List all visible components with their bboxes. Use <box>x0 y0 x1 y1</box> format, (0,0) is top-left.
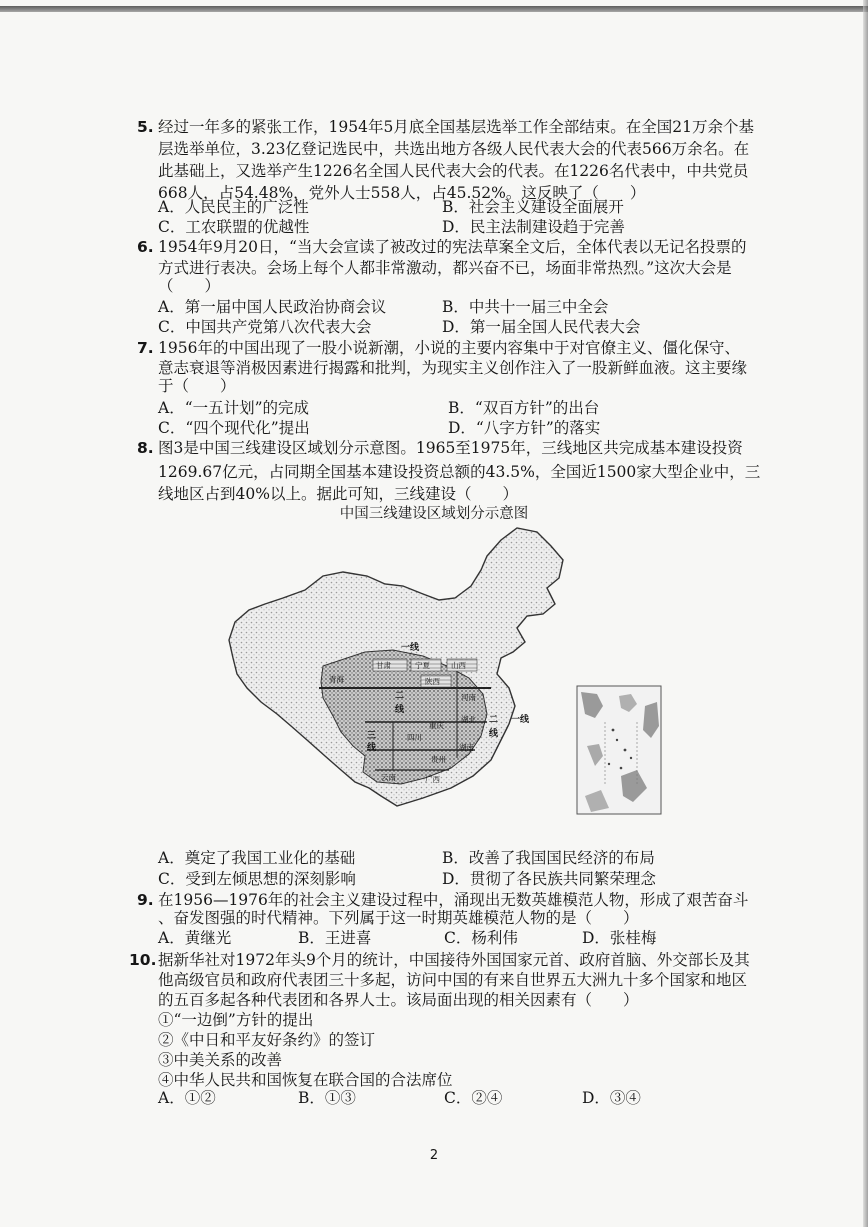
scan-edge-right <box>863 0 868 1227</box>
option-a: A．第一届中国人民政治协商会议 <box>158 298 387 316</box>
option-d: D．民主法制建设趋于完善 <box>442 218 625 236</box>
statement-item: ①“一边倒”方针的提出 <box>158 1011 314 1029</box>
map-label: 广西 <box>425 775 440 784</box>
map-label: 线 <box>395 705 405 715</box>
option-d: D．③④ <box>582 1089 641 1107</box>
option-d: D．贯彻了各民族共同繁荣理念 <box>442 870 656 888</box>
option-b: B．改善了我国国民经济的布局 <box>442 849 655 867</box>
question-text-line: 经过一年多的紧张工作，1954年5月底全国基层选举工作全部结束。在全国21万余个基 <box>158 118 755 136</box>
option-a: A．奠定了我国工业化的基础 <box>158 849 356 867</box>
question-text-line: 据新华社对1972年头9个月的统计，中国接待外国国家元首、政府首脑、外交部长及其 <box>158 951 750 969</box>
question-number: 6. <box>137 238 154 256</box>
question-text-line: 线地区占到40%以上。据此可知，三线建设（ ） <box>158 485 518 503</box>
question-text-line: 意志衰退等消极因素进行揭露和批判，为现实主义创作注入了一股新鲜血液。这主要缘 <box>158 359 748 377</box>
map-label: 陕西 <box>425 677 440 686</box>
option-b: B．社会主义建设全面展开 <box>442 198 624 216</box>
question-text-line: 、奋发图强的时代精神。下列属于这一时期英雄模范人物的是（ ） <box>158 909 639 927</box>
question-text-line: 1954年9月20日，“当大会宣读了被改过的宪法草案全文后，全体代表以无记名投票的 <box>158 238 747 256</box>
question-text-line: 在1956—1976年的社会主义建设过程中，涌现出无数英雄模范人物，形成了艰苦奋斗 <box>158 891 749 909</box>
question-text-line: （ ） <box>158 277 221 295</box>
scan-edge-top <box>0 6 868 12</box>
question-text-line: 图3是中国三线建设区域划分示意图。1965至1975年，三线地区共完成基本建设投资 <box>158 439 743 457</box>
map-label: 甘肃 <box>376 661 391 670</box>
map-label: 河南 <box>461 693 476 702</box>
map-label: 二 <box>489 715 499 725</box>
question-text-line: 方式进行表决。会场上每个人都非常激动，都兴奋不已，场面非常热烈。”这次大会是 <box>158 259 732 277</box>
option-b: B．①③ <box>298 1089 356 1107</box>
map-title: 中国三线建设区域划分示意图 <box>339 506 529 522</box>
option-a: A．人民民主的广泛性 <box>158 198 309 216</box>
map-label: 山西 <box>451 661 466 670</box>
option-c: C．②④ <box>444 1089 503 1107</box>
map-label: 三 <box>367 731 377 741</box>
map-label: 线 <box>367 743 377 753</box>
option-b: B．中共十一届三中全会 <box>442 298 609 316</box>
map-label: 宁夏 <box>415 661 430 670</box>
option-c: C．中国共产党第八次代表大会 <box>158 318 372 336</box>
question-text-line: 668人，占54.48%，党外人士558人，占45.52%。这反映了（ ） <box>158 184 646 202</box>
statement-item: ③中美关系的改善 <box>158 1051 283 1069</box>
question-text-line: 于（ ） <box>158 377 236 395</box>
third-front-map <box>225 526 665 826</box>
map-label: 青海 <box>329 675 344 684</box>
map-label: 云南 <box>381 773 396 782</box>
question-number: 5. <box>137 118 154 136</box>
map-label: 一线 <box>401 643 420 653</box>
option-d: D．“八字方针”的落实 <box>448 419 601 437</box>
map-label: 重庆 <box>429 721 444 730</box>
question-number: 10. <box>129 951 157 969</box>
map-label: 二 <box>395 691 405 701</box>
map-label: 线 <box>489 729 499 739</box>
page-number: 2 <box>429 1148 439 1163</box>
map-label: 湖北 <box>461 715 476 724</box>
question-text-line: 1956年的中国出现了一股小说新潮，小说的主要内容集中于对官僚主义、僵化保守、 <box>158 339 740 357</box>
map-label: 四川 <box>407 733 422 742</box>
question-text-line: 的五百多起各种代表团和各界人士。该局面出现的相关因素有（ ） <box>158 991 639 1009</box>
option-b: B．王进喜 <box>298 929 372 947</box>
option-b: B．“双百方针”的出台 <box>448 399 600 417</box>
map-label: 贵州 <box>431 755 446 764</box>
south-china-sea-inset <box>577 686 661 814</box>
option-d: D．张桂梅 <box>582 929 657 947</box>
option-a: A．“一五计划”的完成 <box>158 399 310 417</box>
statement-item: ②《中日和平友好条约》的签订 <box>158 1031 376 1049</box>
option-a: A．①② <box>158 1089 216 1107</box>
map-label: 湖南 <box>459 743 474 752</box>
question-text-line: 层选举单位，3.23亿登记选民中，共选出地方各级人民代表大会的代表566万余名。在 <box>158 140 750 158</box>
option-a: A．黄继光 <box>158 929 232 947</box>
question-text-line: 他高级官员和政府代表团三十多起，访问中国的有来自世界五大洲九十多个国家和地区 <box>158 971 748 989</box>
option-d: D．第一届全国人民代表大会 <box>442 318 641 336</box>
option-c: C．工农联盟的优越性 <box>158 218 310 236</box>
question-text-line: 1269.67亿元，占同期全国基本建设投资总额的43.5%，全国近1500家大型企业中，三 <box>158 463 761 481</box>
question-number: 8. <box>137 439 154 457</box>
statement-item: ④中华人民共和国恢复在联合国的合法席位 <box>158 1071 453 1089</box>
question-text-line: 此基础上，又选举产生1226名全国人民代表大会的代表。在1226名代表中，中共党员 <box>158 162 749 180</box>
question-number: 9. <box>137 891 154 909</box>
option-c: C．杨利伟 <box>444 929 518 947</box>
option-c: C．“四个现代化”提出 <box>158 419 310 437</box>
question-number: 7. <box>137 339 154 357</box>
map-label: 一线 <box>511 715 530 725</box>
option-c: C．受到左倾思想的深刻影响 <box>158 870 356 888</box>
